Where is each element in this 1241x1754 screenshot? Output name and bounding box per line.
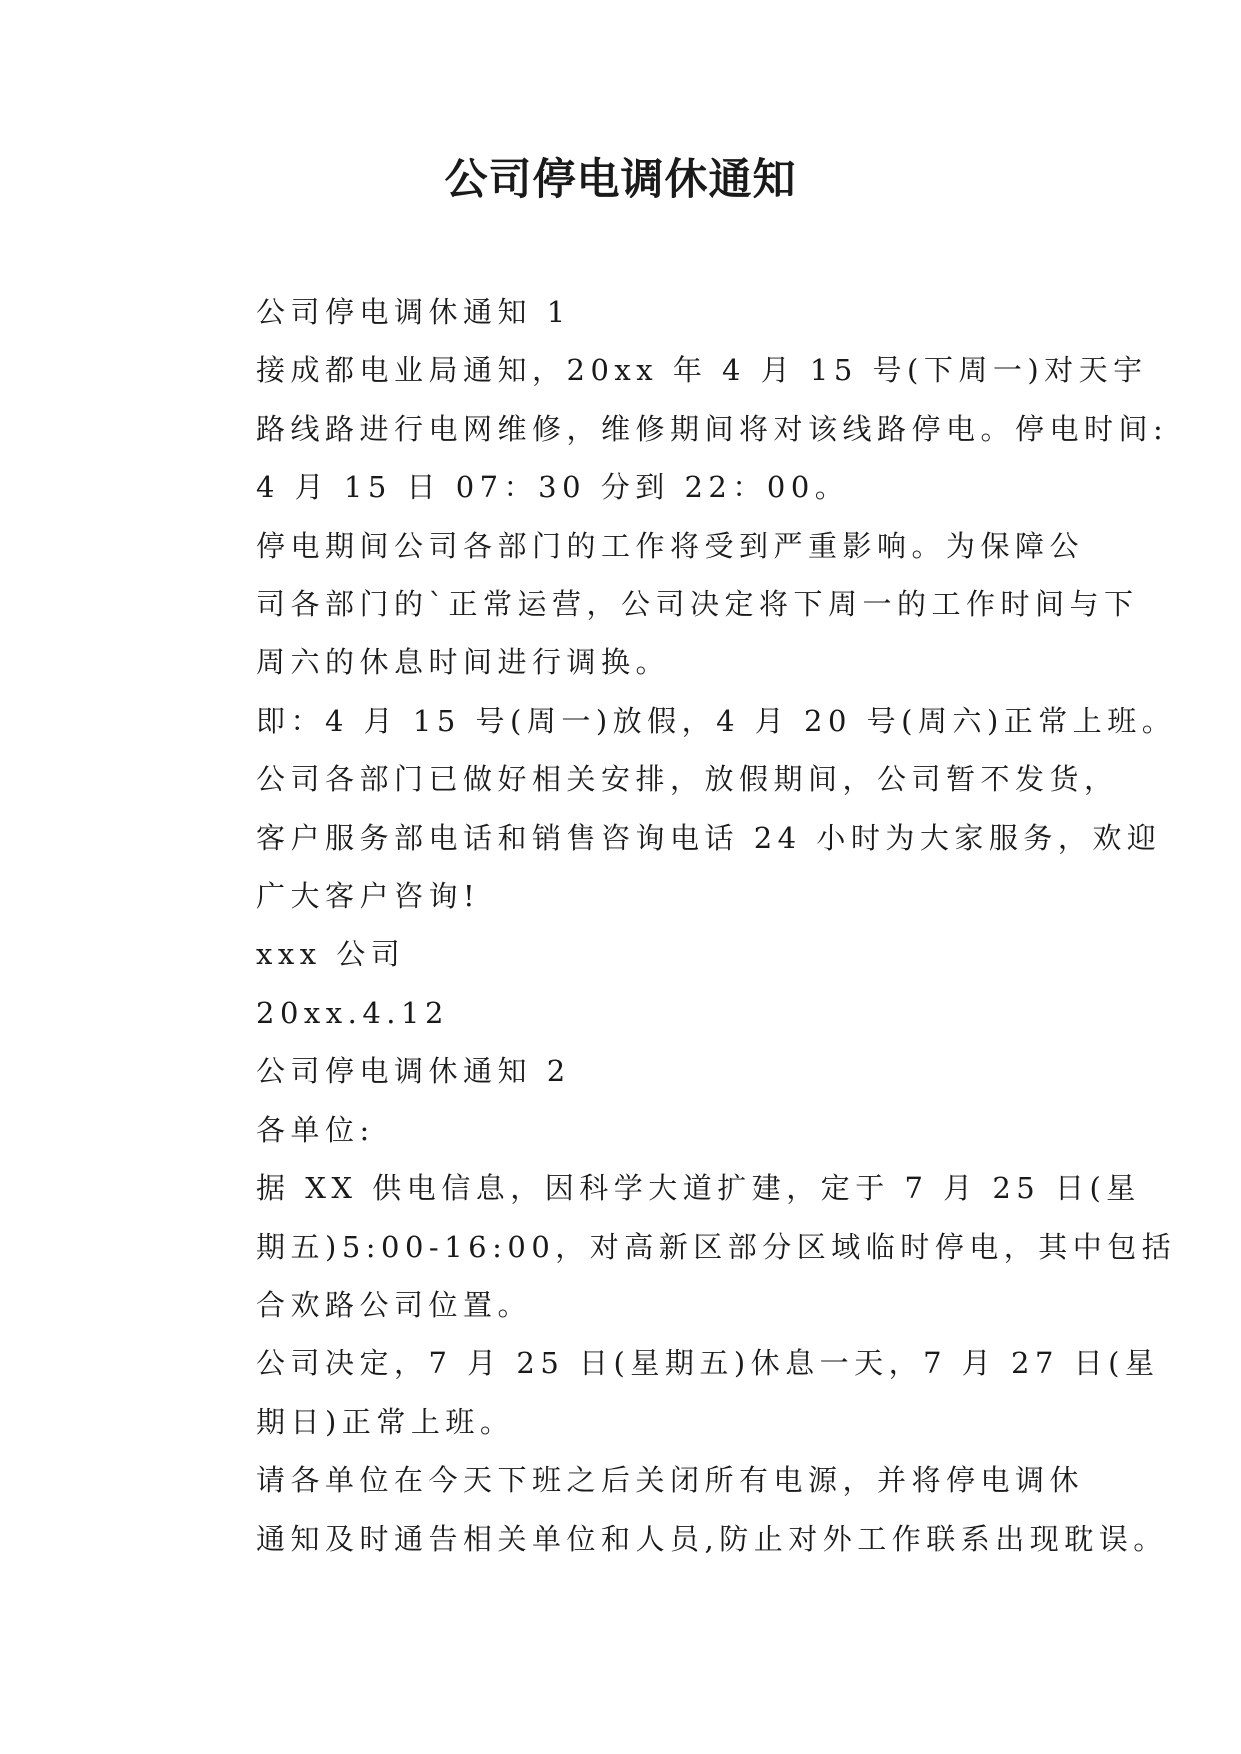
paragraph-signature-company xyxy=(190,925,1056,983)
text-line: 客户服务部电话和销售咨询电话 24 小时为大家服务，欢迎 xyxy=(256,820,1162,855)
text-line: 4 月 15 日 07：30 分到 22：00。 xyxy=(256,470,850,505)
text-line: 公司停电调休通知 1 xyxy=(256,295,571,329)
text-line: 合欢路公司位置。 xyxy=(256,1287,533,1322)
text-line: 周六的休息时间进行调换。 xyxy=(256,645,671,680)
text-line: 据 XX 供电信息，因科学大道扩建，定于 7 月 25 日(星 xyxy=(256,1171,1141,1206)
paragraph-schedule xyxy=(190,692,1177,750)
text-line: 期日)正常上班。 xyxy=(256,1404,515,1439)
text-line: 公司决定，7 月 25 日(星期五)休息一天，7 月 27 日(星 xyxy=(256,1346,1160,1381)
text-line: 停电期间公司各部门的工作将受到严重影响。为保障公 xyxy=(256,528,1085,563)
text-line: 接成都电业局通知，20xx 年 4 月 15 号(下周一)对天宇 xyxy=(256,353,1148,388)
text-line: 公司各部门已做好相关安排，放假期间，公司暂不发货， xyxy=(256,762,1119,797)
text-line: 通知及时通告相关单位和人员,防止对外工作联系出现耽误。 xyxy=(256,1521,1168,1556)
paragraph-decision xyxy=(190,1334,1160,1451)
paragraph-signature-date xyxy=(190,984,1056,1042)
paragraph-salutation xyxy=(190,1101,1056,1159)
paragraph-arrangement xyxy=(190,750,1162,925)
paragraph-notice xyxy=(190,341,1169,516)
paragraph-heading-2 xyxy=(190,1042,1056,1100)
document-body xyxy=(190,283,1177,1568)
paragraph-impact xyxy=(190,517,1139,692)
paragraph-outage-info xyxy=(190,1159,1177,1334)
text-line: 广大客户咨询! xyxy=(256,879,481,914)
text-line: 公司停电调休通知 2 xyxy=(256,1054,571,1089)
text-line: xxx 公司 xyxy=(256,937,406,972)
text-line: 各单位: xyxy=(256,1112,375,1147)
text-line: 司各部门的`正常运营，公司决定将下周一的工作时间与下 xyxy=(256,587,1139,622)
text-line: 20xx.4.12 xyxy=(256,995,449,1030)
paragraph-heading-1 xyxy=(190,283,1056,341)
document-title: 公司停电调休通知 xyxy=(444,155,797,205)
text-line: 期五)5:00-16:00，对高新区部分区域临时停电，其中包括 xyxy=(256,1229,1177,1264)
text-line: 即：4 月 15 号(周一)放假，4 月 20 号(周六)正常上班。 xyxy=(256,703,1177,738)
paragraph-request xyxy=(190,1451,1168,1568)
text-line: 路线路进行电网维修，维修期间将对该线路停电。停电时间: xyxy=(256,411,1169,446)
text-line: 请各单位在今天下班之后关闭所有电源，并将停电调休 xyxy=(256,1463,1085,1498)
